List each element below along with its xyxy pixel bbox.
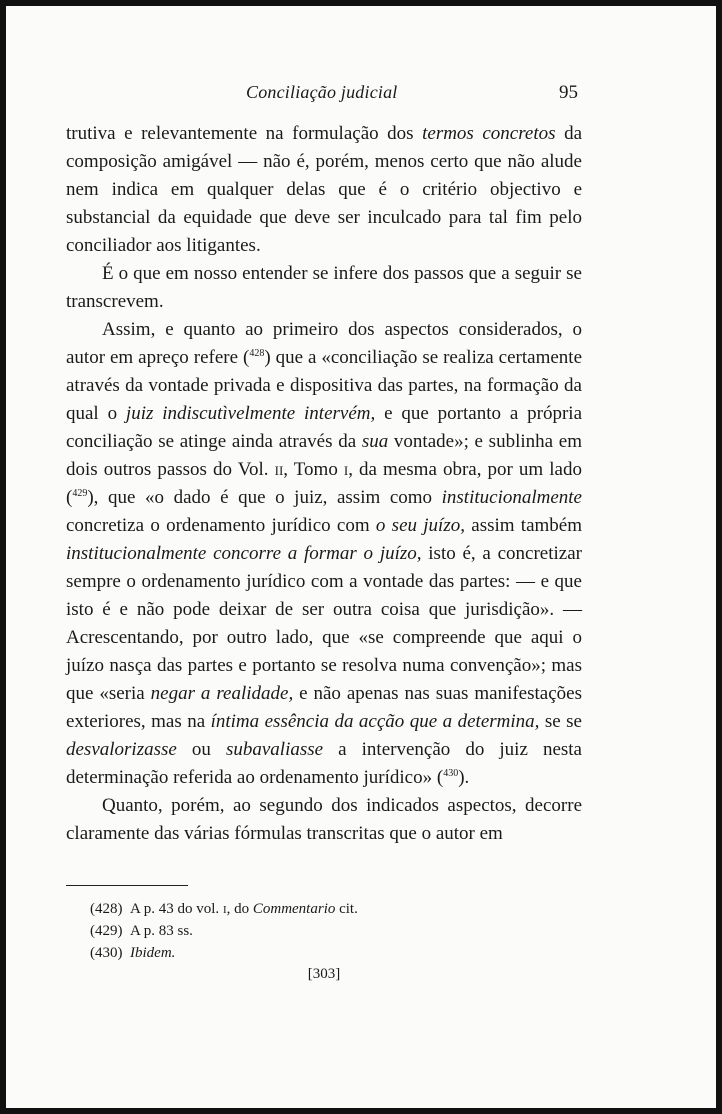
text-run: e que portanto a própria conciliação se atinge ainda através da: [66, 403, 583, 452]
footnote-text: A p. 83 ss.: [130, 923, 193, 939]
italic-run: termos concretos: [422, 123, 556, 144]
footnote-text: , do: [226, 901, 253, 917]
footnote-ref-428[interactable]: 428: [249, 348, 265, 359]
small-caps-run: i: [343, 459, 349, 480]
text-run: concretiza o ordenamento jurídico com: [66, 515, 376, 536]
footnote-ref-429[interactable]: 429: [72, 488, 88, 499]
page-number: 95: [559, 82, 578, 103]
text-run: e não apenas nas suas manifestações exteriores, mas na: [66, 683, 582, 732]
footnote-mark: (429): [90, 923, 123, 939]
footnote-text: A p. 43 do vol.: [130, 901, 223, 917]
text-run: , da mesma obra, por um lado (: [66, 459, 582, 508]
running-title: Conciliação judicial: [246, 82, 398, 102]
italic-run: Commentario: [252, 901, 336, 917]
text-run: assim também: [464, 515, 583, 536]
paragraph-1: [66, 120, 582, 260]
footnote-mark: (430): [90, 945, 123, 961]
text-run: Quanto, porém, ao segundo dos indicados aspectos, decorre claramente das várias fórmulas transcritas que o autor em: [66, 795, 582, 844]
folio-number: [303]: [307, 966, 341, 982]
footnote-429: [90, 920, 582, 942]
text-run: da composição amigável — não é, porém, menos certo que não alude nem indica em qualquer delas que é o critério objectivo e substancial da equidade que deve ser inculcado para tal fim pelo conciliador aos litigantes.: [66, 123, 582, 256]
paragraph-4: [66, 792, 582, 848]
italic-run: sua: [361, 431, 389, 452]
italic-run: negar a realidade,: [150, 683, 294, 704]
text-run: vontade»; e sublinha em dois outros passos do Vol.: [66, 431, 582, 480]
paragraph-2: [66, 260, 582, 316]
footnote-mark: (428): [90, 901, 123, 917]
text-run: isto é, a concretizar sempre o ordenamento jurídico com a vontade das partes: — e que isto é e não pode deixar de ser outra coisa que jurisdição». — Acrescentando, por outro lado, que «se compreende que aqui o juízo nasça das partes e portanto se resolva numa convenção»; mas que «seria: [66, 543, 582, 704]
italic-run: juiz indiscutìvelmente intervém,: [125, 403, 376, 424]
italic-run: Ibidem.: [130, 945, 176, 961]
text-run: ) que a «conciliação se realiza certamente através da vontade privada e dispositiva das partes, na formação da qual o: [66, 347, 582, 424]
small-caps-run: ii: [274, 459, 284, 480]
paragraph-3: [66, 316, 582, 792]
italic-run: subavaliasse: [225, 739, 324, 760]
text-run: trutiva e relevantemente na formulação dos: [66, 123, 423, 144]
text-run: a intervenção do juiz nesta determinação referida ao ordenamento jurídico» (: [66, 739, 582, 788]
footnote-divider: [66, 885, 188, 886]
text-run: ), que «o dado é que o juiz, assim como: [87, 487, 442, 508]
text-run: se se: [539, 711, 582, 732]
body-text: [66, 120, 582, 848]
footnote-ref-430[interactable]: 430: [443, 768, 459, 779]
text-run: , Tomo: [283, 459, 344, 480]
footnotes: [66, 898, 582, 964]
small-caps-run: i: [222, 901, 227, 917]
italic-run: o seu juízo,: [375, 515, 465, 536]
footnote-430: [90, 942, 582, 964]
italic-run: desvalorizasse: [66, 739, 177, 760]
italic-run: íntima essência da acção que a determina,: [210, 711, 540, 732]
text-run: ou: [176, 739, 226, 760]
italic-run: institucionalmente: [441, 487, 582, 508]
document-page: [66, 80, 582, 964]
footnote-428: [90, 898, 582, 920]
text-run: É o que em nosso entender se infere dos passos que a seguir se transcrevem.: [66, 263, 582, 312]
page-header: [66, 80, 582, 110]
text-run: ).: [458, 767, 470, 788]
italic-run: institucionalmente concorre a formar o juízo,: [66, 543, 422, 564]
footnote-text: cit.: [335, 901, 358, 917]
text-run: Assim, e quanto ao primeiro dos aspectos considerados, o autor em apreço refere (: [66, 319, 582, 368]
